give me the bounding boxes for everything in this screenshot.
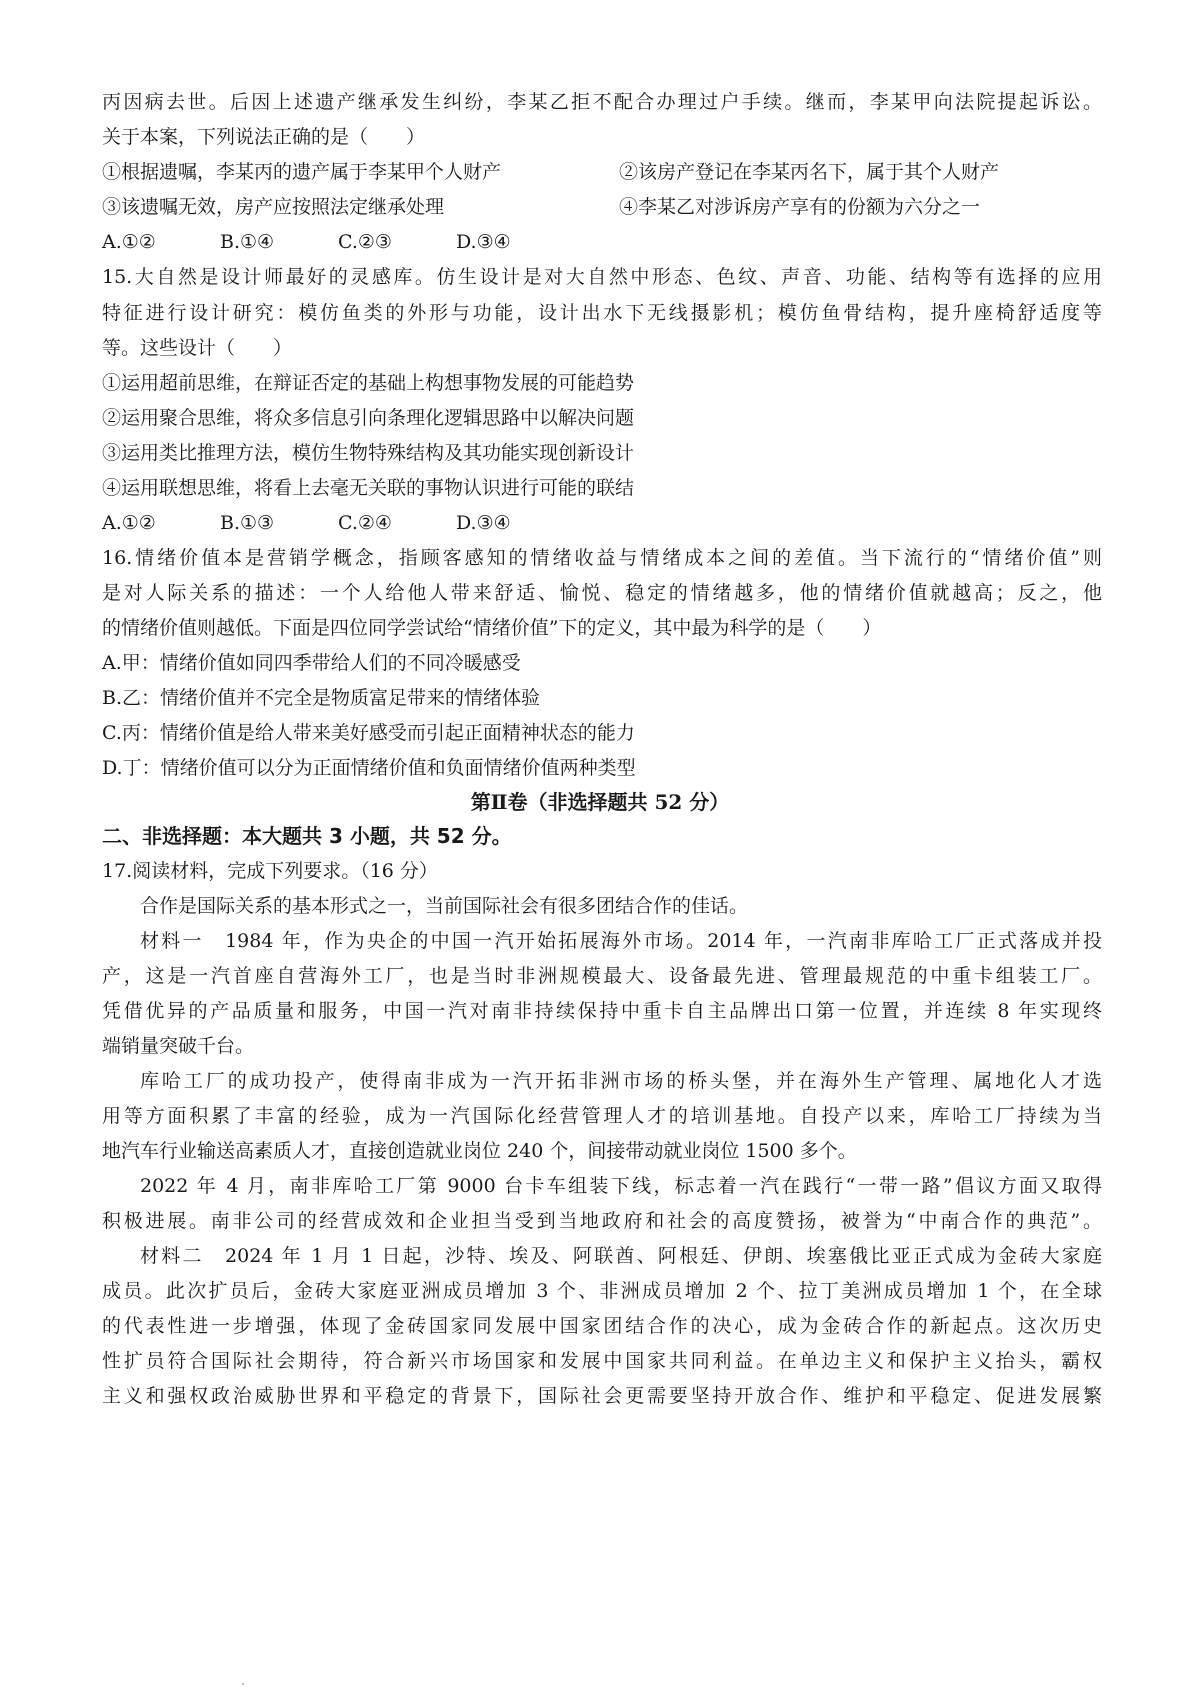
q15-option-d: D.③④ bbox=[456, 512, 511, 534]
q14-line-1: 丙因病去世。后因上述遗产继承发生纠纷，李某乙拒不配合办理过户手续。继而，李某甲向法院提起诉讼。 bbox=[102, 91, 1102, 113]
q16-line-3: 的情绪价值则越低。下面是四位同学尝试给“情绪价值”下的定义，其中最为科学的是（ ） bbox=[102, 617, 882, 639]
q14-line-2: 关于本案，下列说法正确的是（ ） bbox=[102, 126, 426, 148]
q15-options bbox=[102, 510, 1102, 536]
q15-statement-2: ②运用聚合思维，将众多信息引向条理化逻辑思路中以解决问题 bbox=[102, 407, 635, 429]
q15-option-a: A.①② bbox=[102, 512, 156, 534]
q14-statement-3: ③该遗嘱无效，房产应按照法定继承处理 bbox=[102, 196, 445, 218]
q17-material-2-line-4: 性扩员符合国际社会期待，符合新兴市场国家和发展中国家共同利益。在单边主义和保护主义抬头，霸权 bbox=[102, 1350, 1102, 1372]
section-heading: 二、非选择题：本大题共 3 小题，共 52 分。 bbox=[102, 824, 512, 848]
q17-material-2-line-5: 主义和强权政治威胁世界和平稳定的背景下，国际社会更需要坚持开放合作、维护和平稳定、促进发展繁 bbox=[102, 1385, 1102, 1407]
q17-material-1-line-2: 产，这是一汽首座自营海外工厂，也是当时非洲规模最大、设备最先进、管理最规范的中重卡组装工厂。 bbox=[102, 965, 1102, 987]
q15-line-1: 15.大自然是设计师最好的灵感库。仿生设计是对大自然中形态、色纹、声音、功能、结构等有选择的应用 bbox=[102, 266, 1102, 288]
q16-option-c: C.丙：情绪价值是给人带来美好感受而引起正面精神状态的能力 bbox=[102, 722, 635, 744]
q15-statement-3: ③运用类比推理方法，模仿生物特殊结构及其功能实现创新设计 bbox=[102, 442, 635, 464]
q14-option-d: D.③④ bbox=[456, 231, 511, 253]
q17-para-2-line-3: 地汽车行业输送高素质人才，直接创造就业岗位 240 个，间接带动就业岗位 1500 多个。 bbox=[102, 1140, 857, 1162]
q17-material-2-line-3: 的代表性进一步增强，体现了金砖国家同发展中国家团结合作的决心，成为金砖合作的新起点。这次历史 bbox=[102, 1315, 1102, 1337]
q15-line-2: 特征进行设计研究：模仿鱼类的外形与功能，设计出水下无线摄影机；模仿鱼骨结构，提升座椅舒适度等 bbox=[102, 302, 1102, 324]
q17-heading: 17.阅读材料，完成下列要求。（16 分） bbox=[102, 860, 438, 882]
q17-material-2-line-1: 材料二 2024 年 1 月 1 日起，沙特、埃及、阿联酋、阿根廷、伊朗、埃塞俄比亚正式成为金砖大家庭 bbox=[140, 1245, 1102, 1267]
q14-statement-1: ①根据遗嘱，李某丙的遗产属于李某甲个人财产 bbox=[102, 161, 502, 183]
q17-material-1-line-4: 端销量突破千台。 bbox=[102, 1035, 255, 1057]
q14-option-c: C.②③ bbox=[338, 231, 392, 253]
q14-option-a: A.①② bbox=[102, 231, 156, 253]
q14-option-b: B.①④ bbox=[220, 231, 275, 253]
q16-line-2: 是对人际关系的描述：一个人给他人带来舒适、愉悦、稳定的情绪越多，他的情绪价值就越高；反之，他 bbox=[102, 582, 1102, 604]
q16-line-1: 16.情绪价值本是营销学概念，指顾客感知的情绪收益与情绪成本之间的差值。当下流行的“情绪价值”则 bbox=[102, 547, 1102, 569]
q16-option-d: D.丁：情绪价值可以分为正面情绪价值和负面情绪价值两种类型 bbox=[102, 757, 636, 779]
q17-material-1-line-3: 凭借优异的产品质量和服务，中国一汽对南非持续保持中重卡自主品牌出口第一位置，并连续 8 年实现终 bbox=[102, 1000, 1102, 1022]
q16-option-a: A.甲：情绪价值如同四季带给人们的不同冷暖感受 bbox=[102, 652, 521, 674]
part-2-title: 第Ⅱ卷（非选择题共 52 分） bbox=[470, 790, 730, 814]
q15-option-c: C.②④ bbox=[338, 512, 392, 534]
q17-para-3-line-1: 2022 年 4 月，南非库哈工厂第 9000 台卡车组装下线，标志着一汽在践行“一带一路”倡议方面又取得 bbox=[140, 1175, 1102, 1197]
q15-option-b: B.①③ bbox=[220, 512, 275, 534]
q16-option-b: B.乙：情绪价值并不完全是物质富足带来的情绪体验 bbox=[102, 687, 541, 709]
q14-statement-2: ②该房产登记在李某丙名下，属于其个人财产 bbox=[619, 161, 1000, 183]
q17-para-2-line-1: 库哈工厂的成功投产，使得南非成为一汽开拓非洲市场的桥头堡，并在海外生产管理、属地化人才选 bbox=[140, 1070, 1102, 1092]
q14-statement-4: ④李某乙对涉诉房产享有的份额为六分之一 bbox=[619, 196, 981, 218]
q17-para-2-line-2: 用等方面积累了丰富的经验，成为一汽国际化经营管理人才的培训基地。自投产以来，库哈工厂持续为当 bbox=[102, 1105, 1102, 1127]
q15-statement-1: ①运用超前思维，在辩证否定的基础上构想事物发展的可能趋势 bbox=[102, 372, 635, 394]
q17-material-2-line-2: 成员。此次扩员后，金砖大家庭亚洲成员增加 3 个、非洲成员增加 2 个、拉丁美洲成员增加 1 个，在全球 bbox=[102, 1280, 1102, 1302]
q17-para-3-line-2: 积极进展。南非公司的经营成效和企业担当受到当地政府和社会的高度赞扬，被誉为“中南合作的典范”。 bbox=[102, 1210, 1102, 1232]
q15-line-3: 等。这些设计（ ） bbox=[102, 337, 293, 359]
q17-material-1-line-1: 材料一 1984 年，作为央企的中国一汽开始拓展海外市场。2014 年，一汽南非库哈工厂正式落成并投 bbox=[140, 930, 1102, 952]
q15-statement-4: ④运用联想思维，将看上去毫无关联的事物认识进行可能的联结 bbox=[102, 477, 635, 499]
q14-options bbox=[102, 229, 1102, 255]
q17-intro: 合作是国际关系的基本形式之一，当前国际社会有很多团结合作的佳话。 bbox=[140, 895, 749, 917]
footer-mark bbox=[242, 1683, 244, 1685]
